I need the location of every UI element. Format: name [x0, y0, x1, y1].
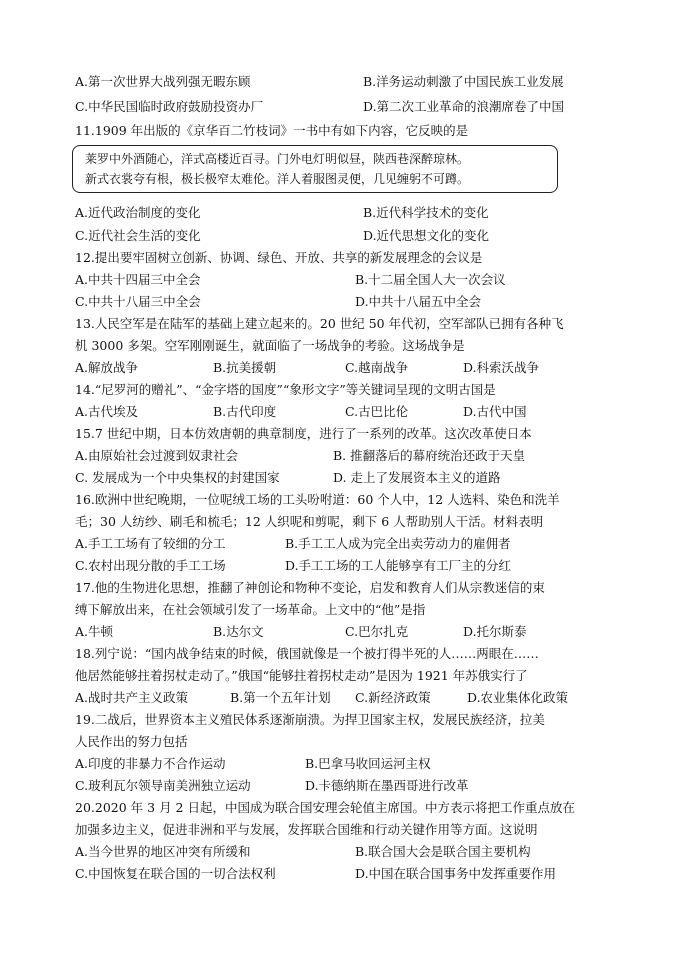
q16-options-row-2: [75, 556, 620, 576]
q20-options-row-1: [75, 842, 620, 862]
q11-options-row-2: [75, 226, 620, 246]
q18-stem-line-2: 他居然能够拄着拐杖走动了。”俄国“能够拄着拐杖走动”是因为 1921 年苏俄实行了: [75, 668, 528, 683]
q17-option-b[interactable]: B.达尔文: [213, 624, 264, 639]
q17-option-a[interactable]: A.牛顿: [75, 624, 114, 639]
q14-option-c[interactable]: C.古巴比伦: [345, 404, 409, 419]
q20-option-b[interactable]: B.联合国大会是联合国主要机构: [355, 844, 531, 859]
q18-options-row: [75, 688, 620, 708]
q18-option-d[interactable]: D.农业集体化政策: [467, 690, 569, 705]
q12-option-b[interactable]: B.十二届全国人大一次会议: [355, 272, 506, 287]
q16-options-row-1: [75, 534, 620, 554]
q11-option-a[interactable]: A.近代政治制度的变化: [75, 205, 201, 220]
q12-option-d[interactable]: D.中共十八届五中全会: [355, 294, 482, 309]
q15-option-d[interactable]: D. 走上了发展资本主义的道路: [333, 470, 501, 485]
q11-option-d[interactable]: D.近代思想文化的变化: [363, 228, 490, 243]
q11-option-b[interactable]: B.近代科学技术的变化: [363, 205, 489, 220]
q17-stem-line-2: 缚下解放出来，在社会领域引发了一场革命。上文中的“他”是指: [75, 602, 426, 617]
q19-options-row-2: [75, 776, 620, 796]
q13-option-d[interactable]: D.科索沃战争: [463, 360, 540, 375]
q13-option-c[interactable]: C.越南战争: [345, 360, 409, 375]
q18-stem-line-1: 18.列宁说：“国内战争结束的时候，俄国就像是一个被打得半死的人……两眼在……: [75, 646, 539, 661]
q20-stem-line-2: 加强多边主义，促进非洲和平与发展，发挥联合国维和行动关键作用等方面。这说明: [75, 822, 538, 837]
q15-options-row-2: [75, 468, 620, 488]
q19-option-b[interactable]: B.巴拿马收回运河主权: [305, 756, 431, 771]
q11-options-row-1: [75, 203, 620, 223]
q18-option-a[interactable]: A.战时共产主义政策: [75, 690, 189, 705]
q19-option-a[interactable]: A.印度的非暴力不合作运动: [75, 756, 226, 771]
q12-stem: 12.提出要牢固树立创新、协调、绿色、开放、共享的新发展理念的会议是: [75, 250, 483, 265]
q11-option-c[interactable]: C.近代社会生活的变化: [75, 228, 201, 243]
q13-option-b[interactable]: B.抗美援朝: [213, 360, 277, 375]
q20-option-c[interactable]: C.中国恢复在联合国的一切合法权利: [75, 866, 276, 881]
q16-stem-line-2: 毛；30 人纺纱、刷毛和梳毛；12 人织呢和剪呢，剩下 6 人帮助别人干活。材料表明: [75, 514, 544, 529]
q18-option-c[interactable]: C.新经济政策: [355, 690, 431, 705]
q19-stem-line-1: 19.二战后，世界资本主义殖民体系逐渐崩溃。为捍卫国家主权，发展民族经济，拉美: [75, 712, 545, 727]
q12-options-row-1: [75, 270, 620, 290]
q17-option-d[interactable]: D.托尔斯泰: [463, 624, 527, 639]
q20-option-d[interactable]: D.中国在联合国事务中发挥重要作用: [355, 866, 557, 881]
q16-stem-line-1: 16.欧洲中世纪晚期，一位呢绒工场的工头吩咐道：60 个人中，12 人选料、染色和洗羊: [75, 492, 560, 507]
q14-option-b[interactable]: B.古代印度: [213, 404, 277, 419]
q14-options-row: [75, 402, 620, 422]
q13-stem-line-1: 13.人民空军是在陆军的基础上建立起来的。20 世纪 50 年代初，空军部队已拥有各种飞: [75, 316, 564, 331]
q14-option-d[interactable]: D.古代中国: [463, 404, 527, 419]
q16-option-c[interactable]: C.农村出现分散的手工工场: [75, 558, 226, 573]
q19-stem-line-2: 人民作出的努力包括: [75, 734, 188, 749]
q13-options-row: [75, 358, 620, 378]
q10-options-row-2: [75, 97, 620, 117]
q15-stem: 15.7 世纪中期，日本仿效唐朝的典章制度，进行了一系列的改革。这次改革使日本: [75, 426, 532, 441]
q15-option-a[interactable]: A.由原始社会过渡到奴隶社会: [75, 448, 239, 463]
q14-stem: 14.“尼罗河的赠礼”、“金字塔的国度”“象形文字”等关键词呈现的文明古国是: [75, 382, 496, 397]
q15-option-c[interactable]: C. 发展成为一个中央集权的封建国家: [75, 470, 280, 485]
q17-stem-line-1: 17.他的生物进化思想，推翻了神创论和物种不变论，启发和教育人们从宗教迷信的束: [75, 580, 545, 595]
q12-options-row-2: [75, 292, 620, 312]
q16-option-d[interactable]: D.手工工场的工人能够享有工厂主的分红: [285, 558, 512, 573]
q10-option-d[interactable]: D.第二次工业革命的浪潮席卷了中国: [363, 99, 565, 114]
q11-stem: 11.1909 年出版的《京华百二竹枝词》一书中有如下内容，它反映的是: [75, 123, 469, 138]
q11-quote-line-1: 莱罗中外酒随心，洋式高楼近百寻。门外电灯明似昼，陕西巷深醉琼林。: [85, 152, 470, 166]
q11-quote-line-2: 新式衣裳夸有根，极长极窄太难伦。洋人着服图灵便，几见缠躬不可蹲。: [85, 172, 470, 186]
q20-options-row-2: [75, 864, 620, 884]
q15-option-b[interactable]: B. 推翻落后的幕府统治还政于天皇: [333, 448, 526, 463]
q11-quote-box: [72, 145, 558, 193]
q13-option-a[interactable]: A.解放战争: [75, 360, 139, 375]
q14-option-a[interactable]: A.古代埃及: [75, 404, 139, 419]
q20-stem-line-1: 20.2020 年 3 月 2 日起，中国成为联合国安理会轮值主席国。中方表示将把工作重点放在: [75, 800, 575, 815]
q18-option-b[interactable]: B.第一个五年计划: [230, 690, 331, 705]
q10-option-c[interactable]: C.中华民国临时政府鼓励投资办厂: [75, 99, 264, 114]
q15-options-row-1: [75, 446, 620, 466]
q13-stem-line-2: 机 3000 多架。空军刚刚诞生，就面临了一场战争的考验。这场战争是: [75, 338, 465, 353]
q10-option-a[interactable]: A.第一次世界大战列强无暇东顾: [75, 74, 251, 89]
q16-option-b[interactable]: B.手工工人成为完全出卖劳动力的雇佣者: [285, 536, 511, 551]
q16-option-a[interactable]: A.手工工场有了较细的分工: [75, 536, 226, 551]
q19-option-d[interactable]: D.卡德纳斯在墨西哥进行改革: [305, 778, 469, 793]
q17-option-c[interactable]: C.巴尔扎克: [345, 624, 409, 639]
q17-options-row: [75, 622, 620, 642]
q12-option-c[interactable]: C.中共十八届三中全会: [75, 294, 201, 309]
q19-option-c[interactable]: C.玻利瓦尔领导南美洲独立运动: [75, 778, 251, 793]
q10-options-row-1: [75, 72, 620, 92]
q20-option-a[interactable]: A.当今世界的地区冲突有所缓和: [75, 844, 251, 859]
q10-option-b[interactable]: B.洋务运动刺激了中国民族工业发展: [363, 74, 564, 89]
q12-option-a[interactable]: A.中共十四届三中全会: [75, 272, 201, 287]
q19-options-row-1: [75, 754, 620, 774]
